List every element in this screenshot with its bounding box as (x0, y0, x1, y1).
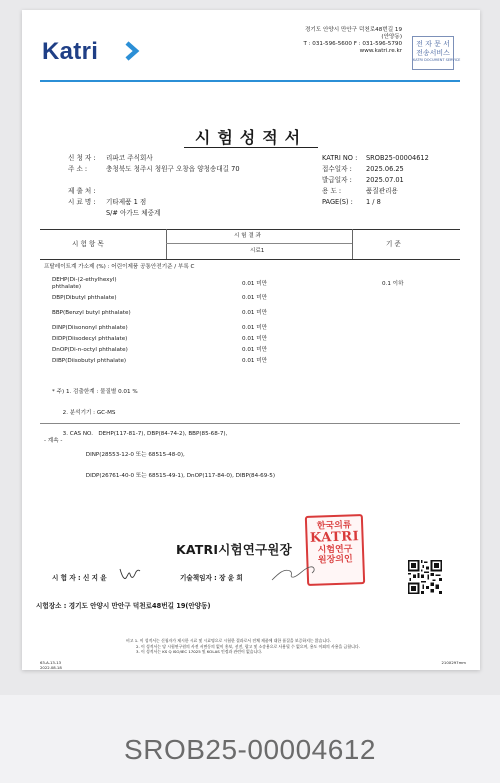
result-cell: 0.01 미만 (242, 347, 268, 353)
stamp-line-1: 전 자 문 서 (416, 40, 450, 48)
institute-name: KATRI시험연구원장 (176, 542, 292, 557)
field-issue-date: 발급일자 : 2025.07.01 (322, 176, 404, 184)
table-col-divider-1 (166, 229, 167, 259)
result-cell: 0.01 미만 (242, 325, 268, 331)
applicant-fields (68, 153, 240, 219)
katri-logo: Katri (42, 38, 99, 65)
stamp-line-2: 전송서비스 (416, 49, 450, 57)
table-row: BBP(Benzyl butyl phthalate) (52, 310, 131, 316)
stamp-small-text: KATRI DOCUMENT SERVICE (413, 58, 461, 62)
field-purpose: 용 도 : 품질관리용 (322, 187, 398, 195)
approver-signature (270, 562, 318, 584)
col-header-item: 시 험 항 목 (72, 240, 104, 248)
test-location: 시험장소 : 경기도 안양시 만안구 덕천로48번길 19(안양동) (36, 602, 211, 610)
result-cell: 0.01 미만 (242, 295, 268, 301)
table-header-rule (40, 259, 460, 260)
field-submit-to: 제 출 처 : (68, 187, 96, 195)
col-header-result: 시 험 결 과 (234, 233, 261, 239)
standard-cell: 0.1 이하 (382, 281, 404, 287)
header-contact: T : 031-596-5600 F : 031-596-5790 (303, 41, 402, 47)
approver-signature-line: 기술책임자 : 장 윤 희 (180, 574, 243, 582)
col-header-sample: 시료1 (250, 248, 265, 254)
paper-size: 210X297mm (441, 660, 466, 665)
result-cell: 0.01 미만 (242, 310, 268, 316)
result-cell: 0.01 미만 (242, 358, 268, 364)
table-sub-rule (166, 243, 352, 244)
logo-chevron-icon (122, 40, 142, 62)
table-row: DIBP(Diisobutyl phthalate) (52, 358, 127, 364)
report-info-fields (322, 153, 429, 208)
qr-code (408, 560, 442, 594)
notes-rule (40, 423, 460, 424)
table-row: DBP(Dibutyl phthalate) (52, 295, 117, 301)
field-applicant: 신 청 자 : 리파코 주식회사 (68, 154, 153, 162)
field-pages: PAGE(S) : 1 / 8 (322, 198, 381, 206)
field-address: 주 소 : 충청북도 청주시 청원구 오창읍 양청송대길 70 (68, 165, 240, 173)
document-title: 시험성적서 (194, 128, 308, 147)
official-seal: 한국의류 KATRI 시험연구 원장의인 (305, 514, 365, 586)
col-header-standard: 기 준 (386, 240, 401, 248)
continued-mark: - 계속 - (44, 438, 63, 444)
section-title: 프탈레이트계 가소제 (%) : 어린이제품 공통안전기준 / 부록 C (44, 264, 195, 270)
test-report-sheet (22, 10, 480, 670)
field-sample-name: 시 료 명 : 기타제품 1 점 (68, 198, 147, 206)
field-sample-detail: S/# 아가드 체중계 (106, 209, 161, 217)
table-top-rule (40, 229, 460, 230)
header-divider (40, 80, 460, 82)
table-row: DINP(Diisononyl phthalate) (52, 325, 128, 331)
notes-block: * 주) 1. 검출한계 : 물질별 0.01 % 2. 분석기기 : GC-MS 3. CAS NO. DEHP(117-81-7), DBP(84-74-2), BBP(85-68-7), DINP(28553-12-0 또는 68515-48-0), DIDP(26761-40-0 또는 68515-49-1), DnOP(117-84-0), DIBP(84-69-5) (52, 389, 276, 479)
tester-signature-line: 시 험 자 : 신 지 윤 (52, 574, 107, 582)
header-address-sub: (안양동) (381, 34, 402, 40)
header-address-block (303, 27, 402, 55)
electronic-document-stamp (412, 36, 461, 70)
form-number: 63-A-13-13 2022.08.18 (40, 660, 62, 670)
header-address: 경기도 안양시 만안구 덕천로48번길 19 (305, 27, 402, 33)
document-caption: SROB25-00004612 (124, 734, 376, 765)
table-col-divider-2 (352, 229, 353, 259)
result-cell: 0.01 미만 (242, 336, 268, 342)
title-underline (184, 147, 318, 148)
table-row: DEHP(Di-(2-ethylhexyl) phthalate) (52, 277, 117, 290)
table-row: DIDP(Diisodecyl phthalate) (52, 336, 128, 342)
table-row: DnOP(Di-n-octyl phthalate) (52, 347, 128, 353)
result-cell: 0.01 미만 (242, 281, 268, 287)
tester-signature (118, 566, 144, 582)
field-receipt-date: 접수일자 : 2025.06.25 (322, 165, 404, 173)
header-website: www.katri.re.kr (359, 48, 402, 54)
footnotes: 비고 1. 이 성적서는 신청자가 제시한 시료 및 시료명으로 시험한 결과로서 전체 제품에 대한 품질을 보증하지는 않습니다. 2. 이 성적서는 당 시험연구원의 사전 서면동의 없이 홍보, 선전, 광고 및 소송용으로 사용될 수 없으며, 용도 이외의 사용을 금합니다. 3. 이 성적서는 KS Q ISO/IEC 17025 및 KOLAS 인정과 관련이 없습니다. (126, 638, 360, 654)
field-katri-no: KATRI NO : SROB25-00004612 (322, 154, 429, 162)
